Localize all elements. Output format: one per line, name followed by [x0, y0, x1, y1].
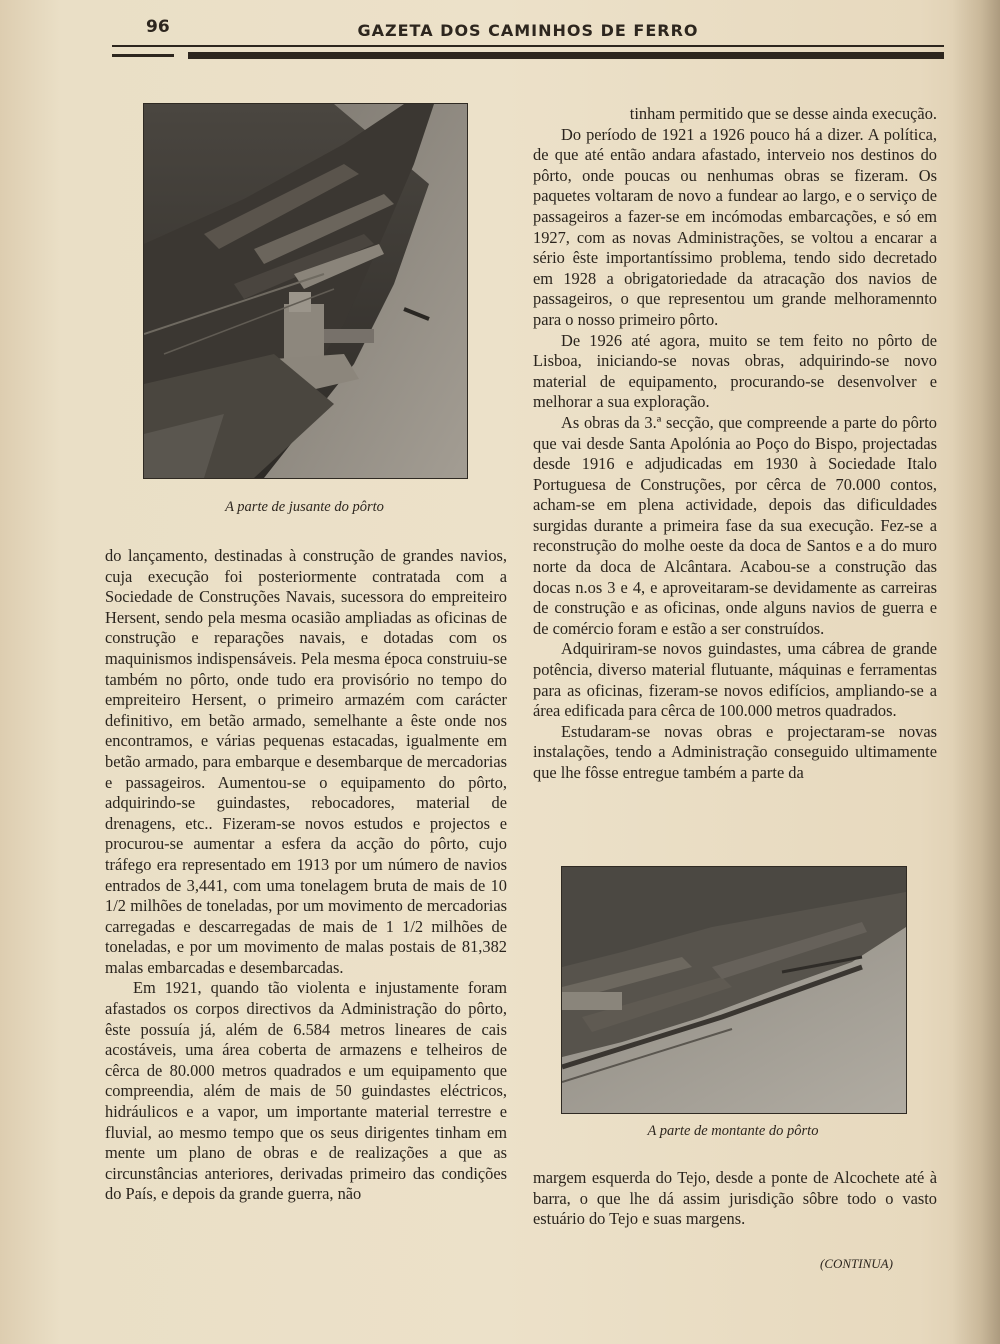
right-paragraph-7: margem esquerda do Tejo, desde a ponte de Alcochete até à barra, o que lhe dá assim jurisdição sôbre todo o vasto estuário do Tejo e suas margens.: [533, 1168, 937, 1229]
caption-upstream-port: A parte de montante do pôrto: [647, 1123, 819, 1139]
right-column-continuation: [533, 1168, 937, 1230]
left-paragraph-2: Em 1921, quando tão violenta e injustamente foram afastados os corpos directivos da Administração do pôrto, êste possuía já, além de 6.584 metros lineares de cais acostáveis, uma área coberta de armazens e telheiros de cêrca de 80.000 metros quadrados e um equipamento que compreendia, além de mais de 50 guindastes eléctricos, hidráulicos e a vapor, um importante material terrestre e fluvial, ao mesmo tempo que os seus dirigentes tinham em mente um plano de obras e de realizações a que as circunstâncias anteriores, derivadas primeiro das condições do País, e depois da grande guerra, não: [105, 978, 507, 1204]
page-edge-shadow: [952, 0, 1000, 1344]
right-column: [533, 104, 937, 784]
photo-upstream-port: [561, 866, 907, 1114]
right-paragraph-3: De 1926 até agora, muito se tem feito no pôrto de Lisboa, iniciando-se novas obras, adquirindo-se novo material de equipamento, procurando-se desenvolver e melhorar a sua exploração.: [533, 330, 937, 412]
right-paragraph-5: Adquiriram-se novos guindastes, uma cábrea de grande potência, diverso material flutuante, máquinas e ferramentas para as oficinas, fizeram-se novos edifícios, ampliando-se a área edificada para cêrca de 100.000 metros quadrados.: [533, 639, 937, 721]
header-rule-thin: [112, 45, 944, 47]
header-rule-left: [112, 54, 174, 57]
left-paragraph-1: do lançamento, destinadas à construção de grandes navios, cuja execução foi posteriormente contratada com a Sociedade de Construções Navais, sucessora do empreiteiro Hersent, sendo pela mesma ocasião ampliadas as oficinas de construção e reparações navais, e dotadas com os maquinismos indispensáveis. Pela mesma época construiu-se também no pôrto, onde tudo era provisório no tempo do empreiteiro Hersent, o primeiro armazém com carácter definitivo, em betão armado, semelhante a êste onde nos encontramos, e várias pequenas estacadas, igualmente em betão armado, para embarque e desembarque de mercadorias e passageiros. Aumentou-se o equipamento do pôrto, adquirindo-se guindastes, rebocadores, material de drenagens, etc.. Fizeram-se novos estudos e projectos e procurou-se aumentar a esfera da acção do pôrto, cujo tráfego era representado em 1913 por um número de navios entrados de 3,441, com uma tonelagem bruta de mais de 10 1/2 milhões de toneladas, por um movimento de mercadorias carregadas e descarregadas de mais de 1 1/2 milhões de toneladas, e por um movimento de malas postais de 81,382 malas embarcadas e desembarcadas.: [105, 546, 507, 977]
right-paragraph-1: tinham permitido que se desse ainda execução.: [629, 104, 937, 123]
header-rule-thick: [188, 52, 944, 59]
right-paragraph-4: As obras da 3.ª secção, que compreende a parte do pôrto que vai desde Santa Apolónia ao Poço do Bispo, projectadas desde 1916 e adjudicadas em 1930 à Sociedade Italo Portuguesa de Construções, por cêrca de 70.000 contos, acham-se em plena actividade, depois das dificuldades surgidas durante a primeira fase da sua execução. Fez-se a reconstrução do molhe oeste da doca de Santos e a do muro norte da doca de Alcântara. Acabou-se a construção das docas n.os 3 e 4, e aproveitaram-se devidamente as carreiras de construção e as oficinas, onde alguns navios de guerra e de comércio foram e estão a ser construídos.: [533, 412, 937, 638]
caption-downstream-port: A parte de jusante do pôrto: [225, 499, 384, 515]
continua-note: (CONTINUA): [820, 1256, 893, 1271]
left-column: [105, 546, 507, 1205]
journal-title: GAZETA DOS CAMINHOS DE FERRO: [357, 21, 699, 40]
page-number: 96: [146, 17, 170, 37]
page-header: [112, 14, 944, 60]
right-paragraph-6: Estudaram-se novas obras e projectaram-se novas instalações, tendo a Administração conseguido ultimamente que lhe fôsse entregue também a parte da: [533, 721, 937, 782]
photo-downstream-port: [143, 103, 468, 479]
right-paragraph-2: Do período de 1921 a 1926 pouco há a dizer. A política, de que até então andara afastado, interveio nos destinos do pôrto, onde poucas ou nenhumas obras se fizeram. Os paquetes voltaram de novo a fundear ao largo, e o serviço de passageiros a fazer-se em incómodas embarcações, e só em 1927, com as novas Administrações, se voltou a encarar a sério êste importantíssimo problema, tendo sido decretado em 1928 a obrigatoriedade da atracação dos navios de passageiros, o que representou um grande melhoramennto para o nosso primeiro pôrto.: [533, 124, 937, 329]
